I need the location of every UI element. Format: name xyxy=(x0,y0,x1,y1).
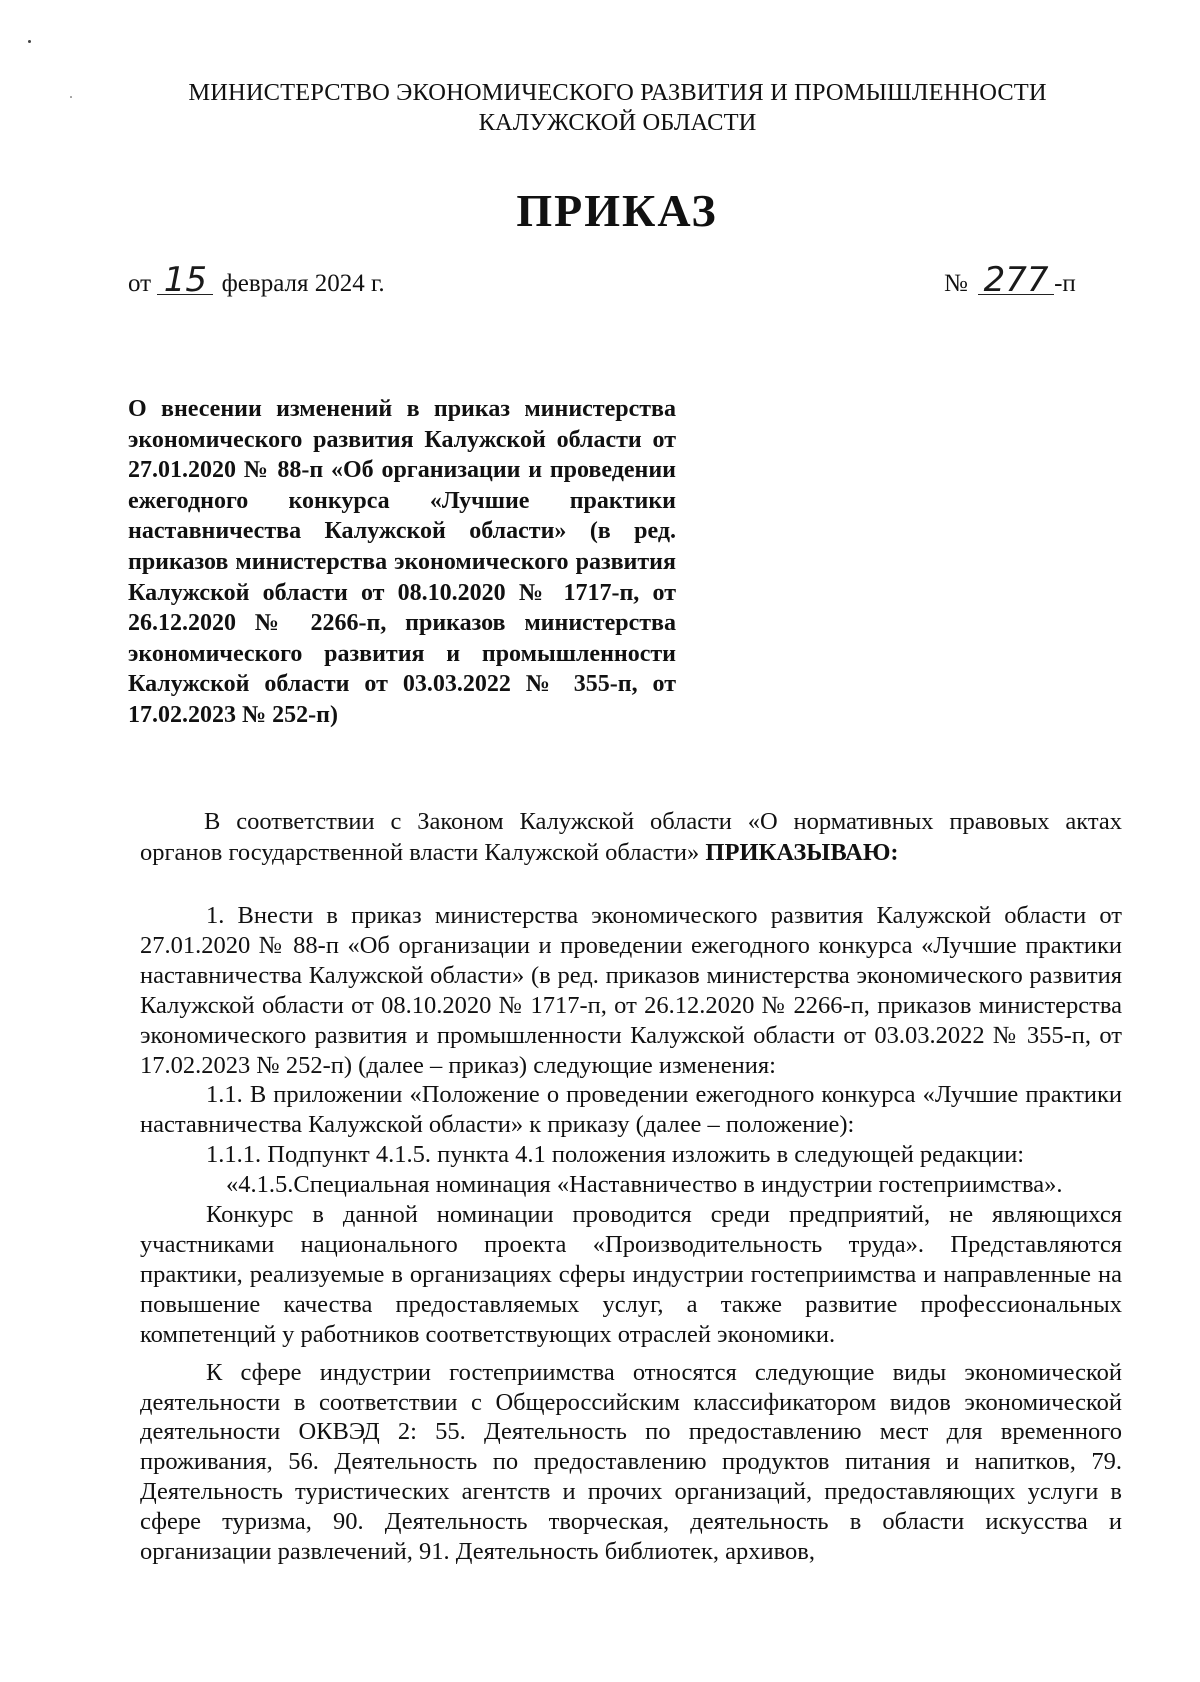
scan-speck xyxy=(70,96,72,98)
paragraph-contest-description: Конкурс в данной номинации проводится среди предприятий, не являющихся участниками национального проекта «Производительность труда». Представляются практики, реализуемые в организациях сферы индустрии гостеприимства и направленные на повышение качества предоставляемых услуг, а также развитие профессиональных компетенций у работников соответствующих отраслей экономики. xyxy=(140,1201,1122,1348)
scan-speck xyxy=(28,40,31,43)
preamble-paragraph xyxy=(140,806,1122,868)
handwritten-number: 277 xyxy=(980,268,1052,292)
order-date xyxy=(128,260,385,300)
paragraph-item-1-1-1: 1.1.1. Подпункт 4.1.5. пункта 4.1 положения изложить в следующей редакции: xyxy=(206,1141,1025,1169)
paragraph-item-1: 1. Внести в приказ министерства экономического развития Калужской области от 27.01.2020 № 88-п «Об организации и проведении ежегодного конкурса «Лучшие практики наставничества Калужской области» (в ред. приказов министерства экономического развития Калужской области от 08.10.2020 № 1717-п, от 26.12.2020 № 2266-п, приказов министерства экономического развития и промышленности Калужской области от 03.03.2022 № 355-п, от 17.02.2023 № 252-п) (далее – приказ) следующие изменения: xyxy=(140,902,1122,1079)
paragraph-new-subitem: «4.1.5.Специальная номинация «Наставничество в индустрии гостеприимства». xyxy=(226,1171,1063,1199)
handwritten-day: 15 xyxy=(159,268,211,292)
order-subject: О внесении изменений в приказ министерства экономического развития Калужской области от 27.01.2020 № 88-п «Об организации и проведении ежегодного конкурса «Лучшие практики наставничества Калужской области» (в ред. приказов министерства экономического развития Калужской области от 08.10.2020 № 1717-п, от 26.12.2020 № 2266-п, приказов министерства экономического развития и промышленности Калужской области от 03.03.2022 № 355-п, от 17.02.2023 № 252-п) xyxy=(128,396,676,728)
paragraph-industry-scope: К сфере индустрии гостеприимства относятся следующие виды экономической деятельности в соответствии с Общероссийским классификатором видов экономической деятельности ОКВЭД 2: 55. Деятельность по предоставлению мест для временного проживания, 56. Деятельность по предоставлению продуктов питания и напитков, 79. Деятельность туристических агентств и прочих организаций, предоставляющих услуги в сфере туризма, 90. Деятельность творческая, деятельность в области искусства и организации развлечений, 91. Деятельность библиотек, архивов, xyxy=(140,1358,1122,1566)
preamble-text: В соответствии с Законом Калужской области «О нормативных правовых актах органов государственной власти Калужской области» xyxy=(140,808,1122,866)
ministry-line-2: КАЛУЖСКОЙ ОБЛАСТИ xyxy=(478,109,757,136)
paragraph-item-1-1: 1.1. В приложении «Положение о проведении ежегодного конкурса «Лучшие практики наставничества Калужской области» к приказу (далее – положение): xyxy=(140,1081,1122,1139)
order-number xyxy=(944,260,1076,300)
date-month-year: февраля 2024 г. xyxy=(221,270,385,297)
document-title: ПРИКАЗ xyxy=(516,185,718,236)
ministry-line-1: МИНИСТЕРСТВО ЭКОНОМИЧЕСКОГО РАЗВИТИЯ И ПРОМЫШЛЕННОСТИ xyxy=(188,79,1047,106)
date-prefix: от xyxy=(128,270,152,297)
number-suffix: -п xyxy=(1054,270,1076,297)
order-directive: ПРИКАЗЫВАЮ: xyxy=(705,839,899,866)
order-body xyxy=(140,899,1122,1567)
ministry-name xyxy=(130,78,1105,138)
number-sign: № xyxy=(944,270,968,297)
